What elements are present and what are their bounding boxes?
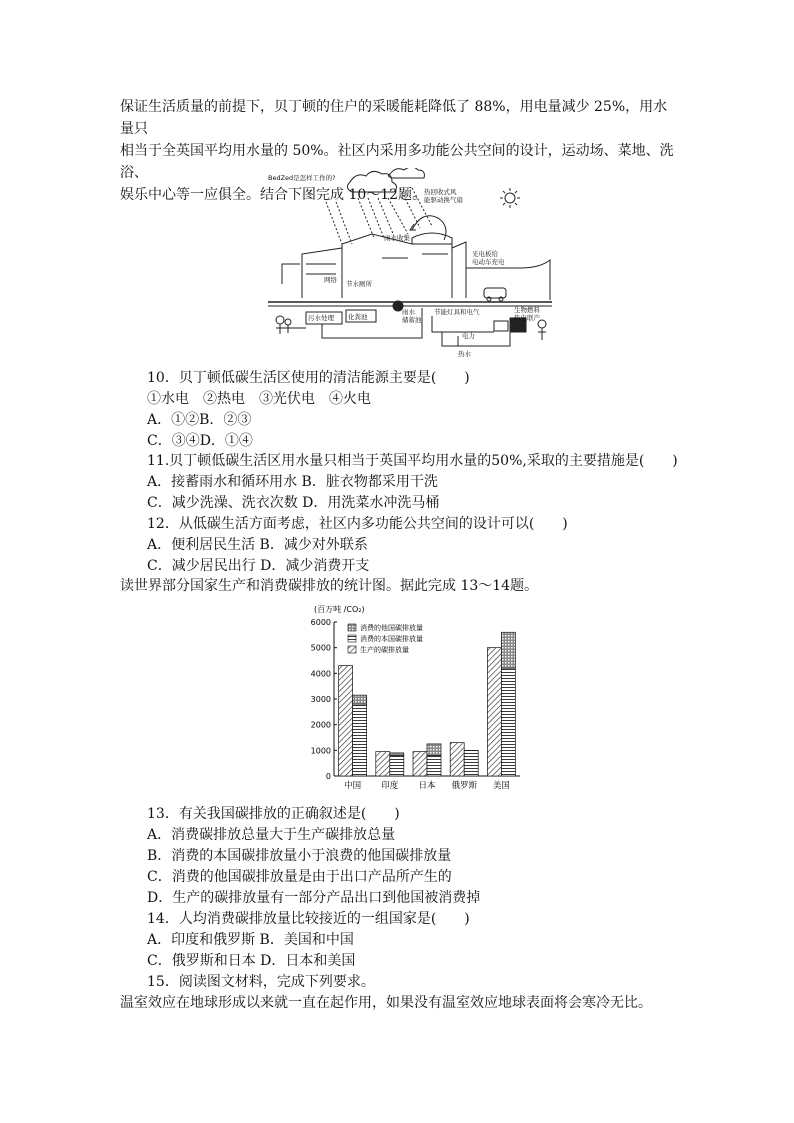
cowl-icon [412, 216, 446, 240]
x-tick-label: 美国 [492, 781, 510, 791]
y-tick-label: 0 [325, 772, 331, 781]
label-septic: 化粪池 [348, 313, 368, 321]
carbon-chart-svg [298, 602, 528, 798]
bar-domestic-consumption [353, 704, 367, 776]
bar-foreign-consumption [390, 753, 404, 756]
car-icon [484, 288, 506, 298]
label-lamp: 节能灯具和电气 [434, 308, 480, 316]
chart-ylabel: (百万吨 /CO₂) [314, 605, 365, 614]
bar-production [413, 752, 427, 776]
bar-domestic-consumption [427, 755, 441, 776]
y-tick-label: 4000 [310, 669, 331, 679]
label-cogen2: 热电联产 [514, 314, 540, 322]
label-sewage: 污水处理 [308, 314, 334, 322]
q-line: 温室效应在地球形成以来就一直在起作用，如果没有温室效应地球表面将会寒冷无比。 [120, 995, 652, 1011]
q-line: C．③④D．①④ [147, 433, 253, 449]
label-rain: 雨水收集 [384, 234, 410, 242]
intro-line-3: 娱乐中心等一应俱全。结合下图完成 10～12题。 [120, 187, 427, 203]
q-line: ①水电 ②热电 ③光伏电 ④火电 [147, 391, 371, 407]
x-tick-label: 印度 [381, 781, 399, 791]
label-toilet: 节水厕所 [346, 280, 372, 288]
legend-label: 消费的他国碳排放量 [360, 624, 423, 632]
q-line: A．①②B．②③ [147, 412, 252, 428]
label-power: 电力 [462, 332, 475, 340]
x-tick-label: 俄罗斯 [451, 781, 477, 791]
legend-swatch [348, 624, 356, 631]
bar-domestic-consumption [390, 755, 404, 776]
label-solar: 光电板给 [472, 250, 498, 258]
q-line: 12．从低碳生活方面考虑，社区内多功能公共空间的设计可以( ) [147, 516, 568, 532]
y-tick-label: 5000 [310, 643, 331, 653]
q-line: 读世界部分国家生产和消费碳排放的统计图。据此完成 13～14题。 [120, 578, 539, 594]
y-tick-label: 6000 [310, 618, 331, 627]
label-tank: 雨水 [402, 308, 415, 316]
legend-label: 生产的碳排放量 [360, 646, 409, 654]
q-line: 13．有关我国碳排放的正确叙述是( ) [147, 806, 400, 822]
q-line: A．接蓄雨水和循环用水 B．脏衣物都采用干洗 [147, 474, 438, 490]
label-cogen: 生物燃料 [514, 306, 540, 314]
q-line: 10．贝丁顿低碳生活区使用的清洁能源主要是( ) [147, 370, 470, 386]
q-line: B．消费的本国碳排放量小于浪费的他国碳排放量 [147, 848, 452, 864]
q-line: D．生产的碳排放量有一部分产品出口到他国被消费掉 [147, 890, 481, 906]
diagram-title: BedZed是怎样工作的? [268, 174, 336, 182]
legend-label: 消费的本国碳排放量 [360, 635, 423, 643]
bar-foreign-consumption [427, 744, 441, 756]
q-line: C．减少居民出行 D．减少消费开支 [147, 558, 370, 574]
bar-production [487, 648, 501, 776]
bar-foreign-consumption [353, 695, 367, 704]
bar-domestic-consumption [501, 668, 515, 776]
legend-swatch [348, 646, 356, 653]
legend-swatch [348, 635, 356, 642]
q-line: C．消费的他国碳排放量是由于出口产品所产生的 [147, 869, 452, 885]
q-line: A．消费碳排放总量大于生产碳排放总量 [147, 827, 396, 843]
q-line: A．印度和俄罗斯 B．美国和中国 [147, 932, 354, 948]
bar-domestic-consumption [464, 750, 478, 776]
label-heat: 热水 [458, 350, 471, 358]
bar-production [376, 752, 390, 776]
bar-foreign-consumption [501, 632, 515, 668]
bar-production [450, 743, 464, 776]
y-tick-label: 3000 [310, 695, 331, 704]
building-main [342, 233, 452, 298]
q-line: 15．阅读图文材料，完成下列要求。 [147, 974, 375, 990]
bedzed-diagram [262, 168, 562, 364]
q-line: C．减少洗澡、洗衣次数 D．用洗菜水冲洗马桶 [147, 495, 440, 511]
bar-production [339, 666, 353, 776]
intro-line-1: 保证生活质量的前提下，贝丁顿的住户的采暖能耗降低了 88%，用电量减少 25%，用水量只 [120, 99, 668, 137]
y-tick-label: 2000 [310, 720, 331, 730]
q-line: 11.贝丁顿低碳生活区用水量只相当于英国平均用水量的50%,采取的主要措施是( ) [147, 453, 678, 469]
bedzed-diagram-svg [262, 168, 562, 364]
intro-line-2: 相当于全英国平均用水量的 50%。社区内采用多功能公共空间的设计，运动场、菜地、洗浴、 [120, 143, 674, 181]
q-line: 14．人均消费碳排放量比较接近的一组国家是( ) [147, 911, 470, 927]
label-tank2: 储蓄池 [402, 316, 422, 324]
sun-icon [505, 193, 515, 203]
x-tick-label: 日本 [418, 781, 436, 791]
cloud-icon [388, 168, 424, 178]
solar-panel [452, 242, 466, 298]
y-tick-label: 1000 [310, 746, 331, 756]
label-solar2: 电动车充电 [472, 258, 505, 266]
q-line: A．便利居民生活 B．减少对外联系 [147, 537, 368, 553]
label-wind: 热回收式风 [424, 188, 457, 196]
x-tick-label: 中国 [344, 781, 362, 791]
q-line: C．俄罗斯和日本 D．日本和美国 [147, 953, 356, 969]
building-left [302, 248, 342, 298]
label-wind2: 能驱动换气扇 [424, 196, 463, 204]
label-bio: 网络 [324, 276, 337, 284]
carbon-chart [298, 602, 528, 798]
